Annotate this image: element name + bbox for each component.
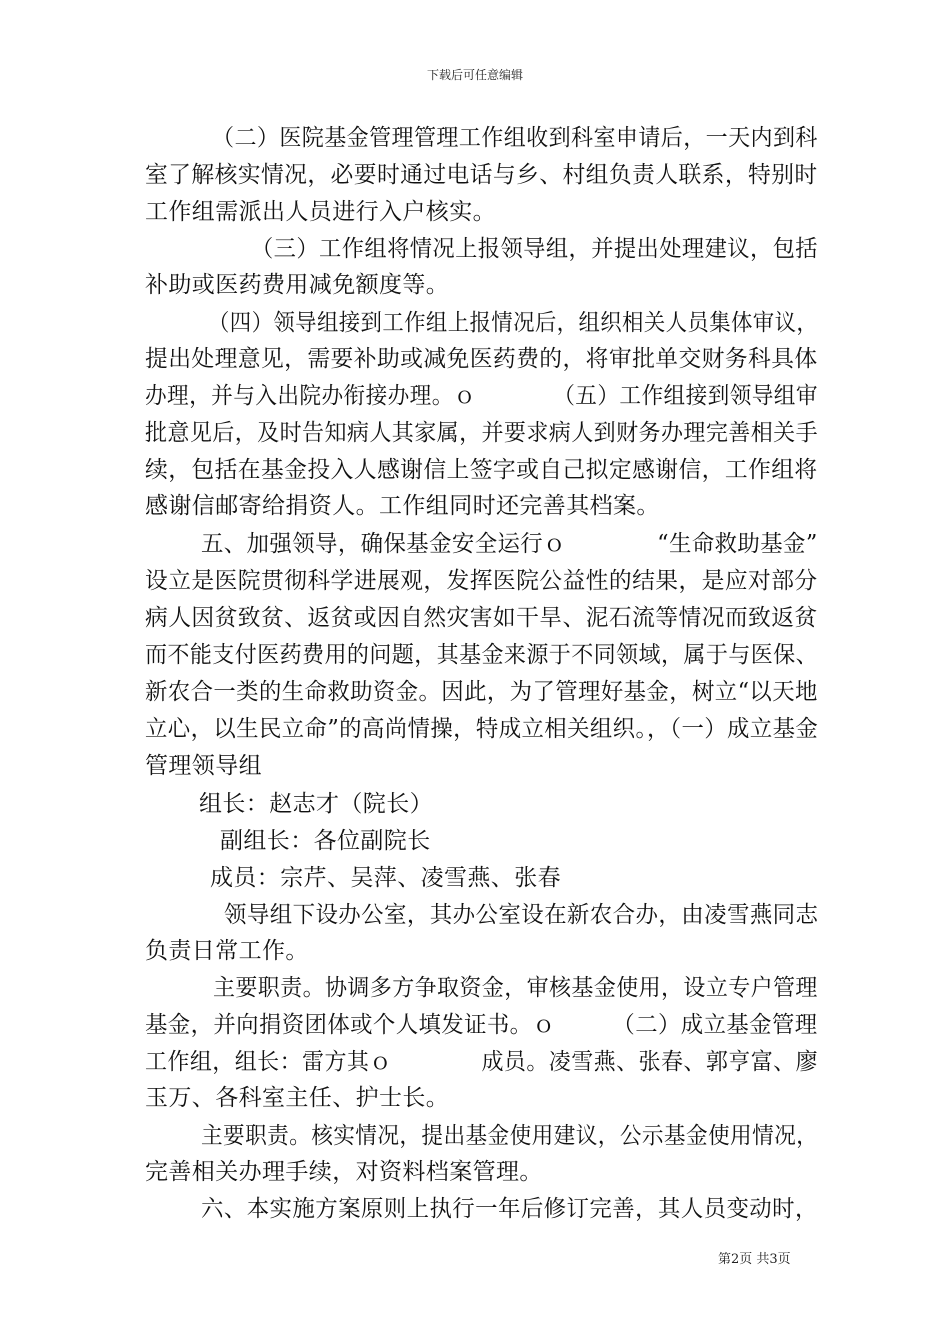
text-line: 批意见后，及时告知病人其家属，并要求病人到财务办理完善相关手	[145, 420, 819, 446]
text-line: 设立是医院贯彻科学进展观，发挥医院公益性的结果，是应对部分	[145, 568, 818, 594]
text-line: 负责日常工作。	[145, 938, 309, 964]
page-number: 第2页 共3页	[718, 1252, 791, 1267]
text-line: 领导组下设办公室，其办公室设在新农合办，由凌雪燕同志	[224, 902, 819, 928]
text-line: 办理，并与入出院办衔接办理。ｏ （五）工作组接到领导组审	[145, 383, 818, 409]
text-line: （二）医院基金管理管理工作组收到科室申请后，一天内到科	[212, 125, 818, 151]
text-line: 基金，并向捐资团体或个人填发证书。ｏ （二）成立基金管理	[145, 1012, 818, 1038]
text-line: 而不能支付医药费用的问题，其基金来源于不同领域，属于与医保、	[145, 642, 819, 668]
text-line: （三）工作组将情况上报领导组，并提出处理建议，包括	[251, 236, 818, 262]
text-line: 副组长：各位副院长	[220, 828, 431, 854]
text-line: 完善相关办理手续，对资料档案管理。	[145, 1159, 543, 1185]
text-line: 感谢信邮寄给捐资人。工作组同时还完善其档案。	[145, 493, 660, 519]
text-line: 提出处理意见，需要补助或减免医药费的，将审批单交财务科具体	[145, 346, 818, 372]
text-line: 立心，以生民立命”的高尚情操，特成立相关组织。，（一）成立基金	[145, 716, 819, 742]
text-line: 玉万、各科室主任、护士长。	[145, 1085, 450, 1111]
text-line: 组长：赵志才（院长）	[199, 791, 433, 817]
text-line: （四）领导组接到工作组上报情况后，组织相关人员集体审议，	[208, 310, 819, 336]
page-header: 下载后可任意编辑	[426, 68, 523, 82]
text-line: 管理领导组	[145, 753, 262, 779]
text-line: 六、本实施方案原则上执行一年后修订完善，其人员变动时，	[201, 1196, 818, 1222]
text-line: 室了解核实情况，必要时通过电话与乡、村组负责人联系，特别时	[145, 162, 818, 188]
text-line: 工作组需派出人员进行入户核实。	[145, 199, 496, 225]
text-line: 主要职责。核实情况，提出基金使用建议，公示基金使用情况，	[201, 1123, 819, 1149]
text-line: 主要职责。协调多方争取资金，审核基金使用，设立专户管理	[213, 975, 818, 1001]
text-line: 成员：宗芹、吴萍、凌雪燕、张春	[210, 865, 561, 891]
text-line: 五、加强领导，确保基金安全运行ｏ “生命救助基金”	[201, 531, 818, 557]
text-line: 续，包括在基金投入人感谢信上签字或自己拟定感谢信，工作组将	[145, 457, 818, 483]
text-line: 补助或医药费用减免额度等。	[145, 272, 450, 298]
text-line: 新农合一类的生命救助资金。因此，为了管理好基金，树立“以天地	[145, 679, 818, 705]
text-line: 病人因贫致贫、返贫或因自然灾害如干旱、泥石流等情况而致返贫	[145, 605, 818, 631]
text-line: 工作组，组长：雷方其ｏ 成员。凌雪燕、张春、郭亨富、廖	[145, 1049, 819, 1075]
